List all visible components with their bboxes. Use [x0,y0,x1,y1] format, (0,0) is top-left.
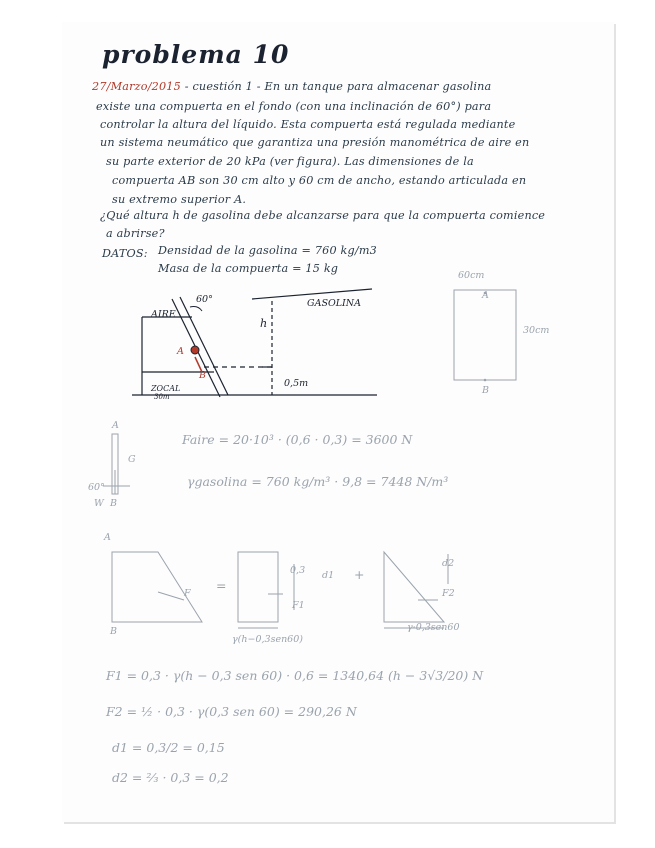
decomp-b-label: B [110,626,117,637]
equation-f1: F1 = 0,3 · γ(h − 0,3 sen 60) · 0,6 = 1340,64 (h − 3√3/20) N [106,668,484,683]
equals-sign: = [216,578,227,593]
angle-label: 60° [196,294,213,305]
point-a-label: A [177,346,184,357]
statement-line-9: a abrirse? [106,227,165,240]
fbd-g-label: G [128,454,136,465]
plus-sign: + [354,567,365,582]
equation-gamma: γgasolina = 760 kg/m³ · 9,8 = 7448 N/m³ [187,474,449,489]
datos-mass: Masa de la compuerta = 15 kg [158,262,339,275]
decomp-d1-label: d1 [322,570,335,581]
page-title: problema 10 [102,40,290,69]
fbd-angle-label: 60° [88,482,105,493]
decomp-a-label: A [104,532,111,543]
gate-height-label: 30cm [523,325,550,336]
h-label: h [260,317,268,330]
fbd-b-label: B [110,498,117,509]
decomp-03-label: 0,3 [290,565,306,576]
aire-label: AIRE [151,309,176,320]
statement-line-4: un sistema neumático que garantiza una presión manométrica de aire en [100,136,530,149]
statement-text: - cuestión 1 - En un tanque para almacenar gasolina [180,80,492,93]
zocalo-label: ZOCAL [151,384,181,393]
gate-width-label: 60cm [458,270,485,281]
point-b-label: B [199,370,206,381]
decomp-f2-label: F2 [442,588,455,599]
decomp-f1-label: F1 [292,600,305,611]
rect-pressure-label: γ(h−0,3sen60) [232,634,303,645]
datos-density: Densidad de la gasolina = 760 kg/m3 [158,244,377,257]
tri-pressure-label: γ·0,3sen60 [407,622,460,633]
decomp-d2-label: d2 [442,558,455,569]
gate-a-label: A [482,290,489,301]
statement-line-1 [92,80,491,93]
decomp-f-label: F [184,588,191,599]
equation-d1: d1 = 0,3/2 = 0,15 [112,740,225,755]
gasolina-label: GASOLINA [307,298,361,309]
fbd-a-label: A [112,420,119,431]
equation-d2: d2 = ⅔ · 0,3 = 0,2 [112,770,229,785]
distance-label: 0,5m [284,378,309,389]
statement-line-2: existe una compuerta en el fondo (con una inclinación de 60°) para [96,100,492,113]
statement-line-7: su extremo superior A. [112,193,247,206]
zocalo-sublabel: 30m [154,393,170,401]
datos-label: DATOS: [102,247,148,260]
equation-faire: Faire = 20·10³ · (0,6 · 0,3) = 3600 N [182,432,413,447]
statement-line-6: compuerta AB son 30 cm alto y 60 cm de ancho, estando articulada en [112,174,527,187]
fbd-w-label: W [94,498,104,509]
statement-line-8: ¿Qué altura h de gasolina debe alcanzarse para que la compuerta comience [100,209,546,222]
free-body-diagram [98,430,138,510]
statement-line-3: controlar la altura del líquido. Esta compuerta está regulada mediante [100,118,516,131]
paper-sheet [62,22,614,822]
equation-f2: F2 = ½ · 0,3 · γ(0,3 sen 60) = 290,26 N [106,704,357,719]
statement-line-5: su parte exterior de 20 kPa (ver figura). Las dimensiones de la [106,155,474,168]
gate-b-label: B [482,385,489,396]
date: 27/Marzo/2015 [92,80,181,93]
